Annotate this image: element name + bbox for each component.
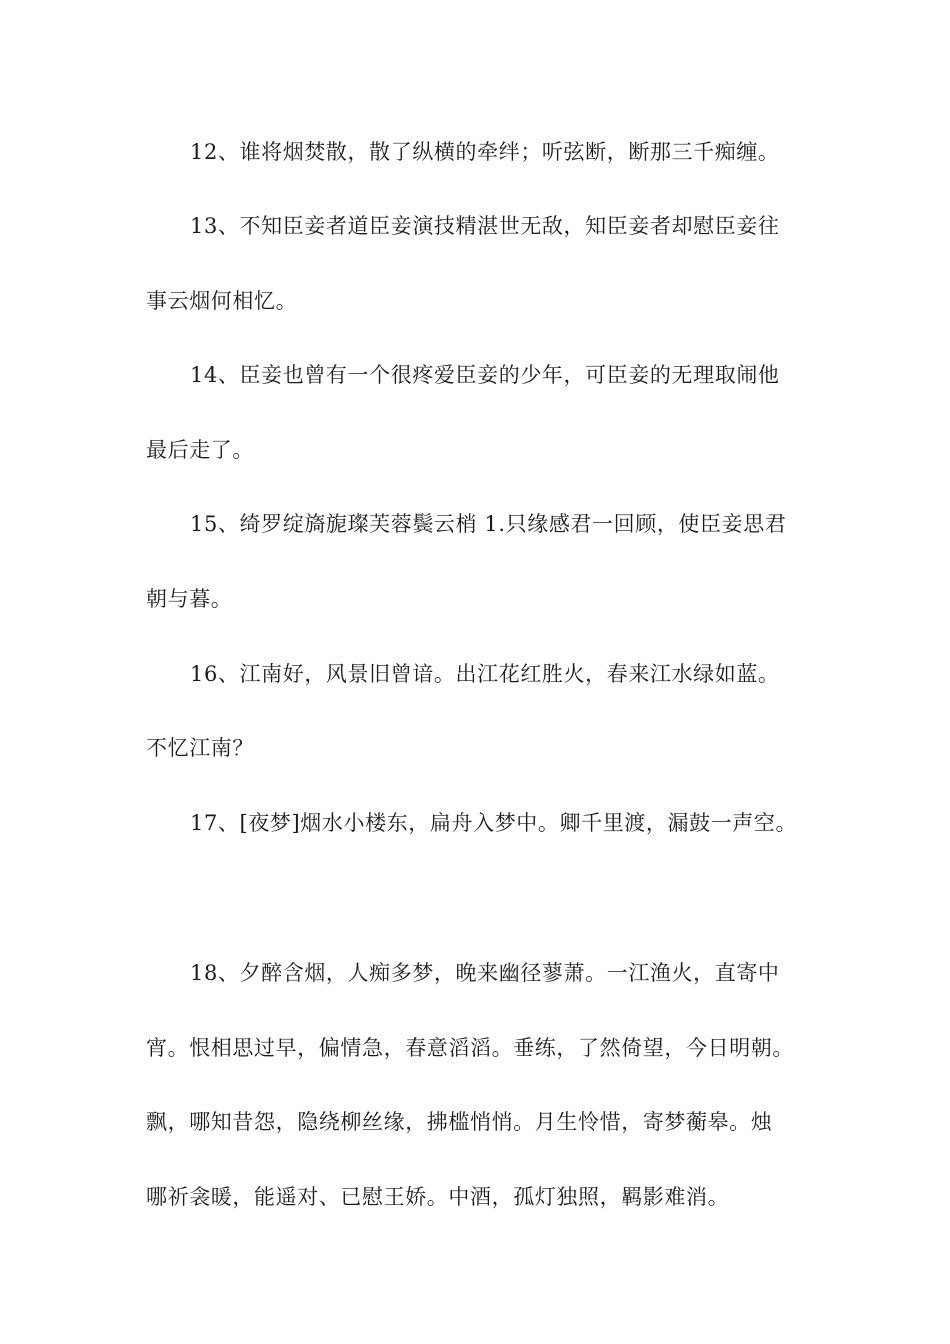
item-14-line-2: 最后走了。 xyxy=(146,438,254,462)
item-18-line-1: 18、夕醉含烟，人痴多梦，晚来幽径蓼萧。一江渔火，直寄中 xyxy=(190,961,780,985)
item-18-line-3: 飘，哪知昔怨，隐绕柳丝缘，拂槛悄悄。月生怜惜，寄梦蘅皋。烛 xyxy=(146,1110,773,1134)
item-14-line-1: 14、臣妾也曾有一个很疼爱臣妾的少年，可臣妾的无理取闹他 xyxy=(190,363,780,387)
item-17-line-1: 17、[夜梦]烟水小楼东，扁舟入梦中。卿千里渡，漏鼓一声空。 xyxy=(190,811,798,835)
item-13-line-2: 事云烟何相忆。 xyxy=(146,289,298,313)
item-12-line-1: 12、谁将烟焚散，散了纵横的牵绊；听弦断，断那三千痴缠。 xyxy=(190,140,780,164)
item-15-line-2: 朝与暮。 xyxy=(146,587,233,611)
item-18-line-4: 哪祈衾暖，能遥对、已慰王娇。中酒，孤灯独照，羁影难消。 xyxy=(146,1185,730,1209)
item-15-line-1: 15、绮罗绽旖旎璨芙蓉鬓云梢 1.只缘感君一回顾，使臣妾思君 xyxy=(190,512,787,536)
item-16-line-2: 不忆江南？ xyxy=(146,736,254,760)
item-18-line-2: 宵。恨相思过早，偏情急，春意滔滔。垂练，了然倚望，今日明朝。 xyxy=(146,1036,794,1060)
item-16-line-1: 16、江南好，风景旧曾谙。出江花红胜火，春来江水绿如蓝。 xyxy=(190,662,780,686)
item-13-line-1: 13、不知臣妾者道臣妾演技精湛世无敌，知臣妾者却慰臣妾往 xyxy=(190,214,780,238)
